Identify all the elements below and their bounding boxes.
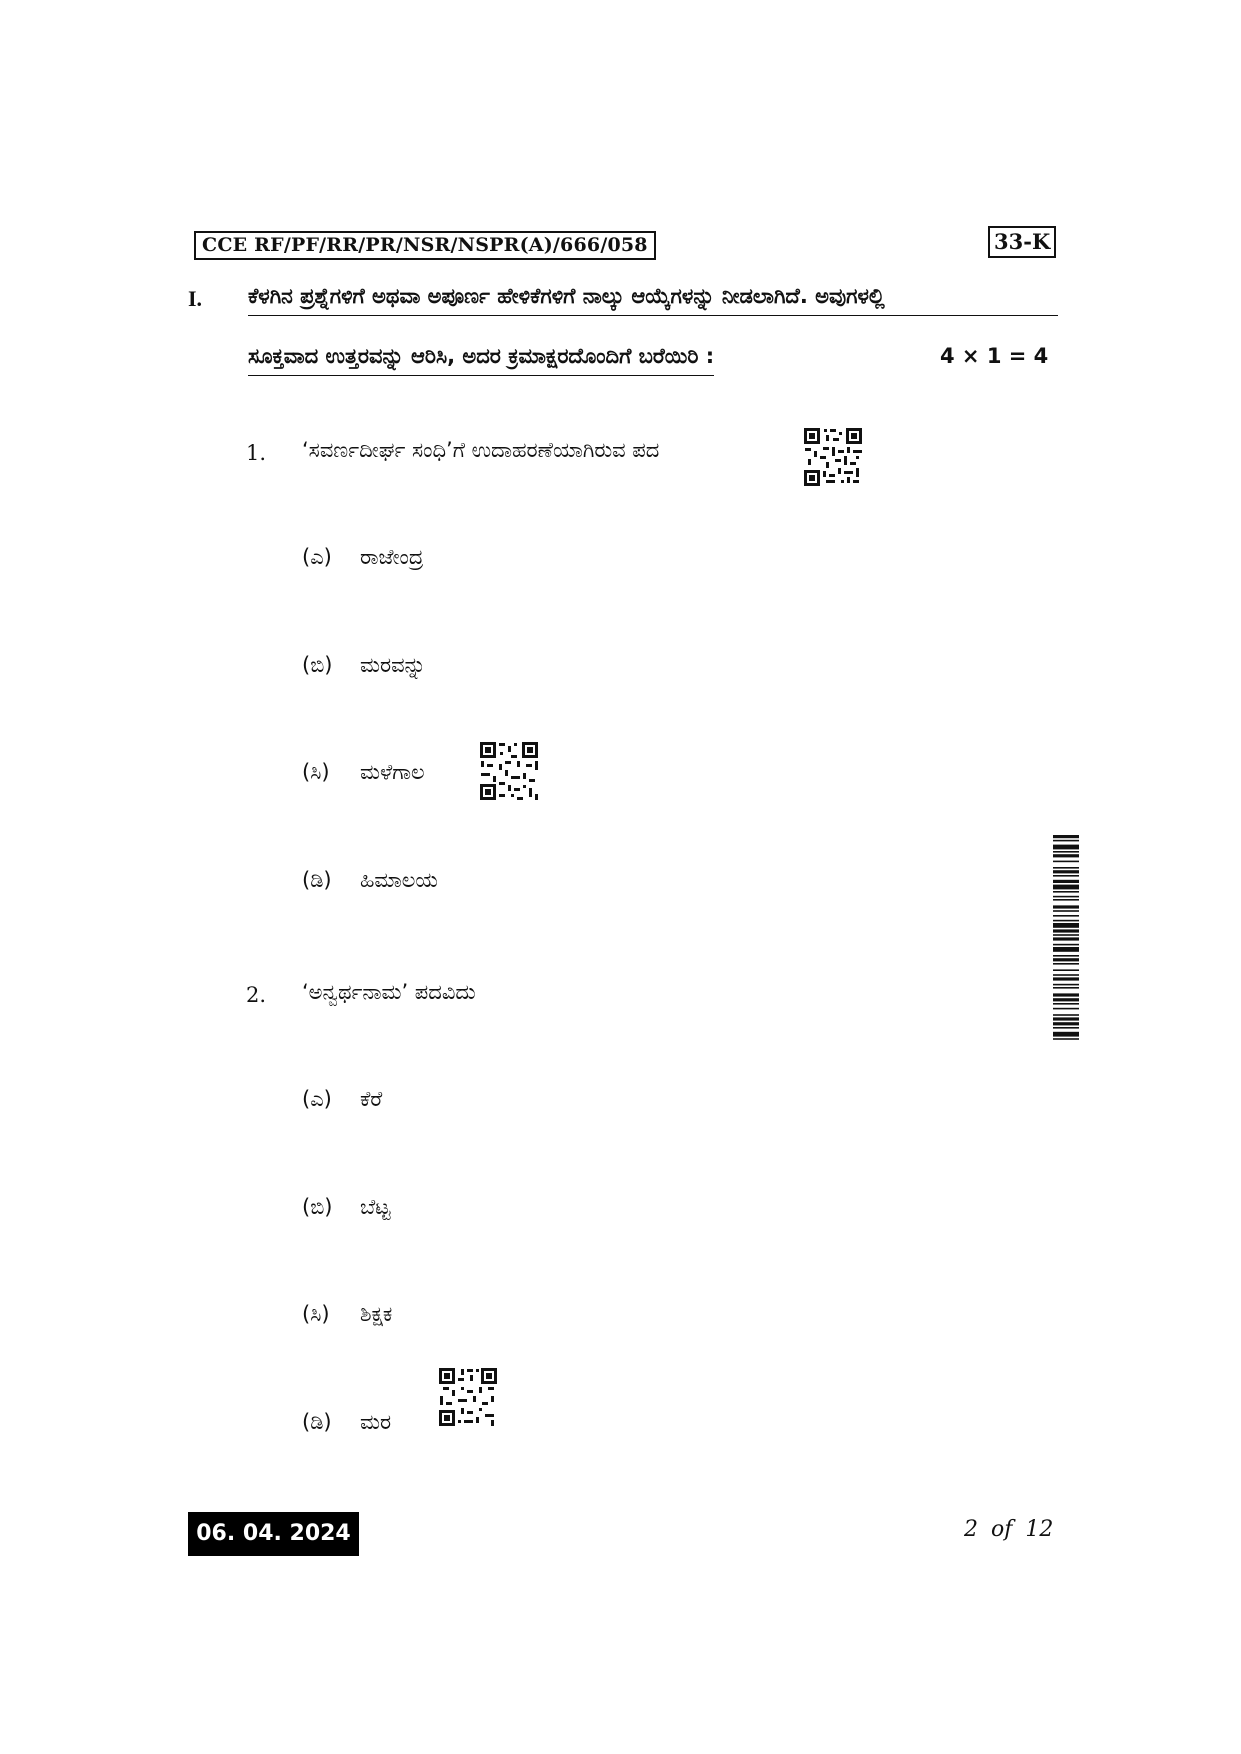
- question-1-text: ‘ಸವರ್ಣದೀರ್ಘ ಸಂಧಿ’ಗೆ ಉದಾಹರಣೆಯಾಗಿರುವ ಪದ: [302, 438, 660, 462]
- exam-date: 06. 04. 2024: [188, 1512, 359, 1556]
- question-1-number: 1.: [246, 441, 267, 465]
- q1-option-d: [302, 868, 438, 893]
- option-label: (ಬಿ): [302, 1195, 333, 1219]
- q2-option-d: [302, 1410, 391, 1435]
- q2-option-b: [302, 1195, 390, 1220]
- option-label: (ಸಿ): [302, 760, 330, 784]
- paper-code-box: 33-K: [988, 226, 1056, 258]
- qr-code-icon: [437, 1366, 499, 1428]
- q2-option-a: [302, 1087, 382, 1112]
- q1-option-a: [302, 545, 423, 570]
- exam-code-box: CCE RF/PF/RR/PR/NSR/NSPR(A)/666/058: [194, 231, 656, 260]
- section-instruction-line2: ಸೂಕ್ತವಾದ ಉತ್ತರವನ್ನು ಆರಿಸಿ, ಅದರ ಕ್ರಮಾಕ್ಷರದೊಂದಿಗೆ ಬರೆಯಿರಿ :: [248, 344, 714, 376]
- q2-option-c: [302, 1302, 392, 1327]
- option-label: (ಡಿ): [302, 1410, 332, 1434]
- barcode-icon: [1053, 835, 1079, 1105]
- question-2-text: ‘ಅನ್ವರ್ಥನಾಮ’ ಪದವಿದು: [302, 980, 476, 1004]
- option-text: ಬೆಟ್ಟ: [360, 1195, 391, 1219]
- option-label: (ಸಿ): [302, 1302, 330, 1326]
- qr-code-icon: [802, 426, 864, 488]
- question-2-number: 2.: [246, 983, 267, 1007]
- option-text: ಮರವನ್ನು: [360, 653, 426, 677]
- option-text: ರಾಜೇಂದ್ರ: [360, 545, 424, 569]
- option-label: (ಎ): [302, 1087, 332, 1111]
- section-number: I.: [188, 286, 203, 311]
- option-label: (ಎ): [302, 545, 332, 569]
- option-text: ಹಿಮಾಲಯ: [360, 868, 438, 892]
- section-instruction-line1: ಕೆಳಗಿನ ಪ್ರಶ್ನೆಗಳಿಗೆ ಅಥವಾ ಅಪೂರ್ಣ ಹೇಳಿಕೆಗಳಿಗೆ ನಾಲ್ಕು ಆಯ್ಕೆಗಳನ್ನು ನೀಡಲಾಗಿದೆ. ಅವುಗಳಲ್ಲಿ: [248, 284, 1058, 316]
- option-text: ಮರ: [360, 1410, 392, 1434]
- option-text: ಮಳೆಗಾಲ: [360, 760, 425, 784]
- option-label: (ಬಿ): [302, 653, 333, 677]
- qr-code-icon: [478, 740, 540, 802]
- q1-option-c: [302, 760, 425, 785]
- option-label: (ಡಿ): [302, 868, 332, 892]
- section-marks: 4 × 1 = 4: [940, 344, 1049, 368]
- q1-option-b: [302, 653, 426, 678]
- page-number: 2 of 12: [964, 1517, 1054, 1542]
- option-text: ಶಿಕ್ಷಕ: [360, 1302, 393, 1326]
- option-text: ಕೆರೆ: [360, 1087, 383, 1111]
